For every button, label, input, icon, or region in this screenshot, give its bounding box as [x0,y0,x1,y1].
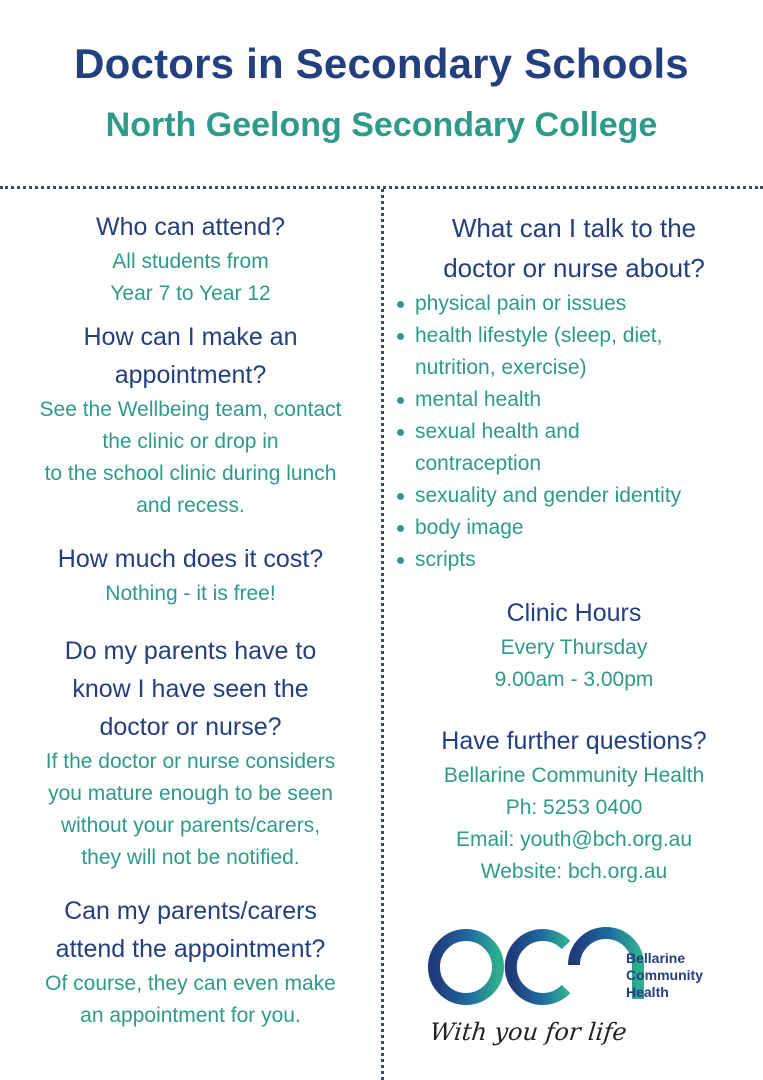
contact-section [385,722,763,888]
faq-answer: Of course, they can even make [45,972,336,995]
contact-phone: Ph: 5253 0400 [505,796,643,819]
faq-answer: Nothing - it is free! [105,582,276,605]
faq-parents-know [0,632,381,874]
faq-answer: the clinic or drop in [102,430,279,453]
faq-answer: See the Wellbeing team, contact [39,398,342,421]
faq-answer: If the doctor or nurse considers [45,750,336,773]
faq-answer: an appointment for you. [80,1004,301,1027]
topics-heading: doctor or nurse about? [443,253,705,283]
topic-item: body image [393,512,763,544]
faq-question: Do my parents have to [64,637,317,665]
faq-answer: they will not be notified. [81,846,300,869]
faq-answer: and recess. [136,494,245,517]
faq-who-can-attend [0,208,381,310]
faq-question: How can I make an [83,323,298,351]
faq-question: Can my parents/carers [64,897,317,925]
info-column [385,208,763,888]
faq-question: doctor or nurse? [99,713,282,741]
contact-heading: Have further questions? [441,727,707,755]
clinic-hours-heading: Clinic Hours [506,599,642,627]
faq-question: Who can attend? [95,213,285,241]
faq-answer: Year 7 to Year 12 [110,282,271,305]
faq-answer: without your parents/carers, [60,814,321,837]
logo-tagline: With you for life [428,1018,629,1046]
faq-cost [0,540,381,610]
faq-question: appointment? [114,361,267,389]
topic-item: sexuality and gender identity [393,480,763,512]
logo-org-name: Bellarine Community Health [626,950,703,1000]
topic-item: health lifestyle (sleep, diet, nutrition, exercise) [393,320,763,384]
topic-item: physical pain or issues [393,288,763,320]
topic-item: sexual health and contraception [393,416,763,480]
faq-answer: All students from [112,250,269,273]
faq-column [0,208,381,1032]
contact-website: Website: bch.org.au [480,860,668,883]
faq-answer: to the school clinic during lunch [44,462,337,485]
school-name: North Geelong Secondary College [105,106,658,144]
topics-section [385,208,763,576]
contact-email: Email: youth@bch.org.au [455,828,693,851]
contact-org: Bellarine Community Health [443,764,705,787]
clinic-day: Every Thursday [500,636,648,659]
topics-list [385,288,763,576]
topic-item: scripts [393,544,763,576]
clinic-time: 9.00am - 3.00pm [494,668,654,691]
page-title: Doctors in Secondary Schools [74,40,689,87]
faq-question: know I have seen the [72,675,309,703]
vertical-dotted-divider [381,189,384,1080]
faq-make-appointment [0,318,381,522]
topics-heading: What can I talk to the [451,213,697,243]
faq-parents-attend [0,892,381,1032]
faq-question: How much does it cost? [57,545,324,573]
faq-answer: you mature enough to be seen [48,782,333,805]
topic-item: mental health [393,384,763,416]
faq-question: attend the appointment? [55,935,326,963]
clinic-hours [385,594,763,696]
